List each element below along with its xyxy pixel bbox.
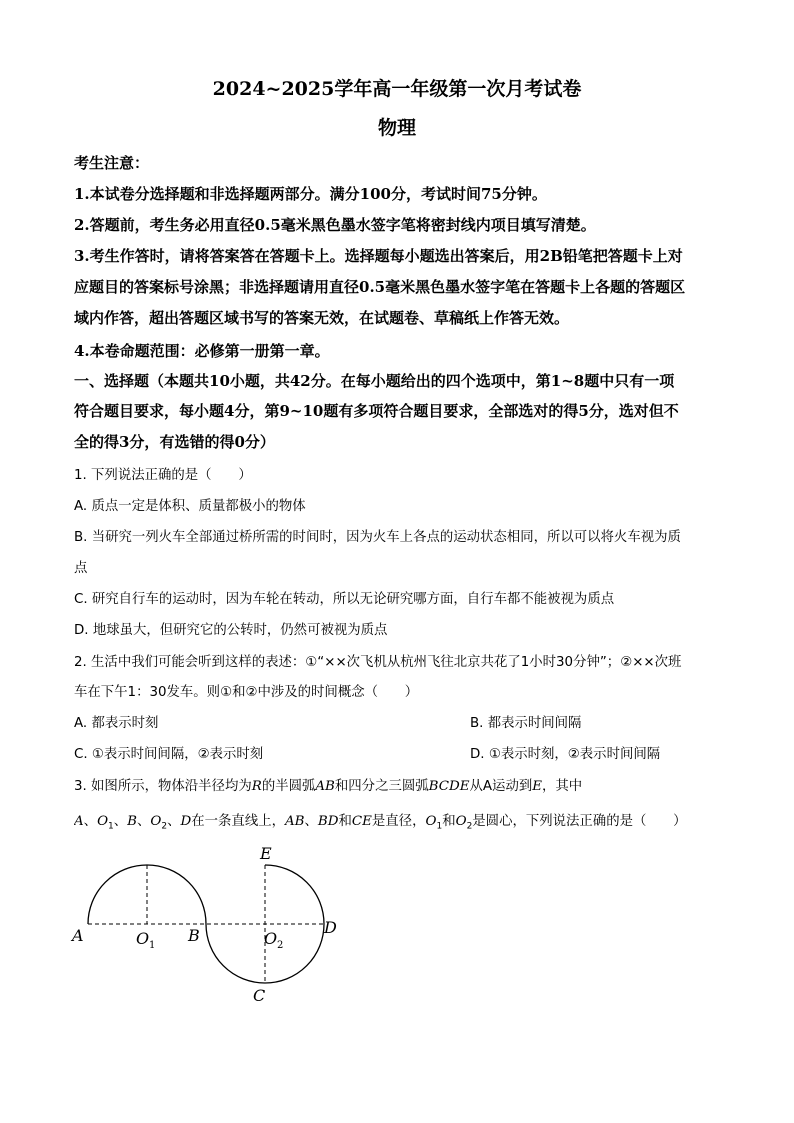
notice-line: 4.本卷命题范围：必修第一册第一章。 (74, 342, 330, 360)
label-o2-sub: 2 (277, 940, 284, 951)
q1-option-d: D. 地球虽大，但研究它的公转时，仍然可被视为质点 (74, 623, 388, 638)
q1-stem: 1. 下列说法正确的是（ ） (74, 468, 252, 483)
section-intro: 符合题目要求，每小题4分，第9~10题有多项符合题目要求，全部选对的得5分，选对但不 (74, 402, 679, 420)
notice-line: 3.考生作答时，请将答案答在答题卡上。选择题每小题选出答案后，用2B铅笔把答题卡上对 (74, 247, 683, 265)
subject-title: 物理 (377, 117, 416, 139)
q2-option-b: B. 都表示时间间隔 (470, 716, 582, 731)
q1-option-c: C. 研究自行车的运动时，因为车轮在转动，所以无论研究哪方面，自行车都不能被视为质点 (74, 592, 615, 607)
label-d: D (324, 918, 337, 937)
section-intro: 全的得3分，有选错的得0分） (74, 433, 275, 451)
q3-stem: 3. 如图所示，物体沿半径均为R的半圆弧AB和四分之三圆弧BCDE从A运动到E，其中 (74, 779, 583, 794)
q2-option-a: A. 都表示时刻 (74, 716, 159, 731)
arc-diagram (60, 838, 360, 1013)
notice-line: 域内作答，超出答题区域书写的答案无效，在试题卷、草稿纸上作答无效。 (74, 309, 570, 327)
q2-option-c: C. ①表示时间间隔，②表示时刻 (74, 747, 264, 762)
notice-line: 应题目的答案标号涂黑；非选择题请用直径0.5毫米黑色墨水签字笔在答题卡上各题的答题区 (74, 278, 686, 296)
q2-option-d: D. ①表示时刻，②表示时间间隔 (470, 747, 661, 762)
label-o1-sub: 1 (149, 940, 156, 951)
q2-option-row (74, 743, 724, 762)
label-e: E (260, 844, 272, 863)
label-a: A (72, 926, 84, 945)
label-o2: O (264, 929, 278, 948)
q2-stem-cont: 车在下午1：30发车。则①和②中涉及的时间概念（ ） (74, 685, 419, 700)
notice-line: 2.答题前，考生务必用直径0.5毫米黑色墨水签字笔将密封线内项目填写清楚。 (74, 216, 596, 234)
q1-option-a: A. 质点一定是体积、质量都极小的物体 (74, 499, 306, 514)
q2-stem: 2. 生活中我们可能会听到这样的表述：①“××次飞机从杭州飞往北京共花了1小时30分钟”；②××次班 (74, 655, 682, 670)
label-o1: O (136, 929, 150, 948)
q1-option-b-cont: 点 (74, 561, 88, 576)
notice-heading: 考生注意： (74, 154, 150, 172)
section-intro: 一、选择题（本题共10小题，共42分。在每小题给出的四个选项中，第1~8题中只有一项 (74, 372, 675, 390)
q3-stem-cont: A、$O_1$、B、$O_2$、D在一条直线上，AB、BD和CE是直径，$O_1$和$O_2$是圆心，下列说法正确的是（ ） (74, 814, 687, 832)
q2-option-row (74, 712, 724, 731)
notice-line: 1.本试卷分选择题和非选择题两部分。满分100分，考试时间75分钟。 (74, 185, 547, 203)
label-b: B (188, 926, 200, 945)
label-c: C (253, 986, 266, 1005)
exam-title: 2024~2025学年高一年级第一次月考试卷 (212, 78, 582, 100)
q1-option-b: B. 当研究一列火车全部通过桥所需的时间时，因为火车上各点的运动状态相同，所以可以将火车视为质 (74, 530, 681, 545)
